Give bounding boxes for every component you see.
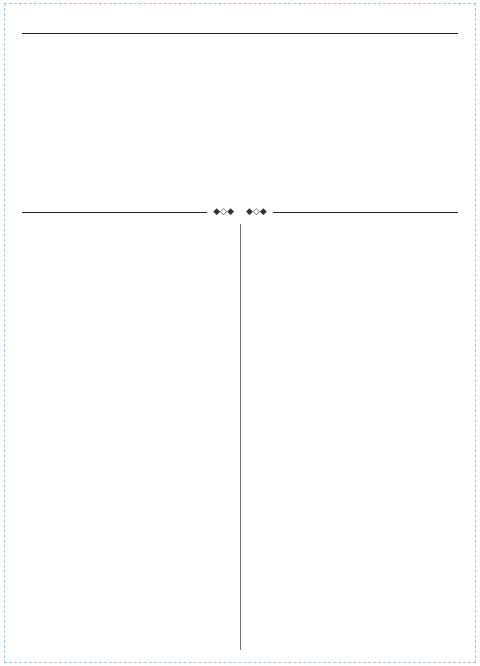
divider-line xyxy=(22,212,207,213)
page-header xyxy=(22,14,458,32)
commentary-divider xyxy=(22,205,458,219)
header-rule xyxy=(22,33,458,34)
commentary-column-left xyxy=(22,224,230,650)
divider-line xyxy=(273,212,458,213)
main-text-block xyxy=(24,38,456,190)
commentary-columns xyxy=(22,224,458,650)
ornament-icon: ◆◇◆ xyxy=(213,207,234,217)
ornament-icon: ◆◇◆ xyxy=(246,207,267,217)
column-divider xyxy=(240,224,241,650)
commentary-column-right xyxy=(251,224,459,650)
